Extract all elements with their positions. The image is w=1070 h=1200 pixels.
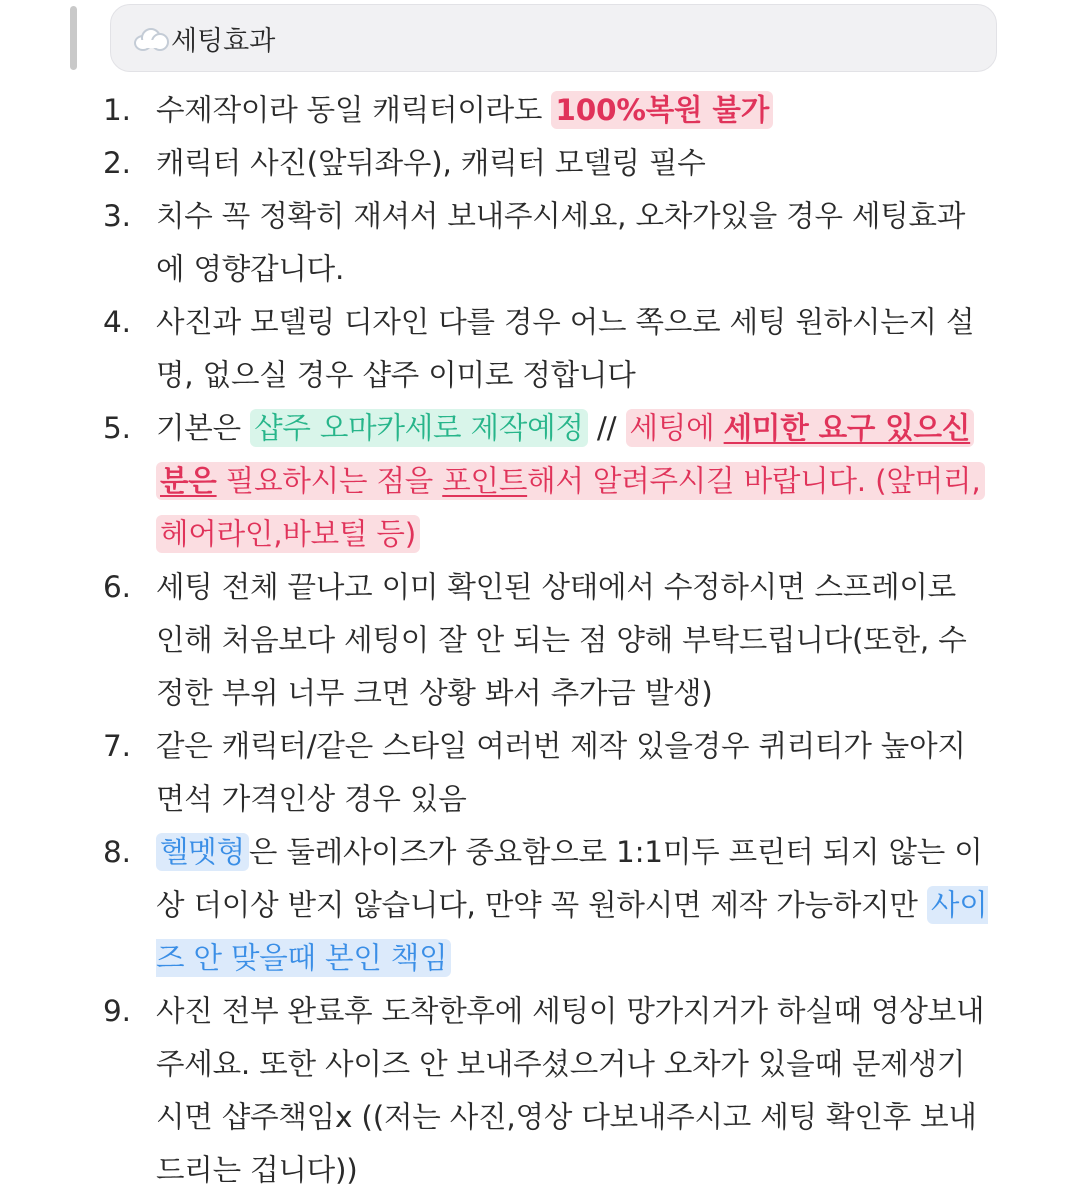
list-item-9 [0, 985, 1070, 1197]
highlight-omakase: 샵주 오마카세로 제작예정 [250, 409, 588, 447]
highlight-helmet: 헬멧형 [156, 833, 249, 871]
list-item-6 [0, 561, 1070, 720]
list-number: 4. [103, 305, 131, 339]
highlight-own-responsibility: 사이즈 안 맞을때 본인 책임 [156, 888, 988, 975]
list-number: 2. [103, 146, 131, 180]
list-number: 8. [103, 835, 131, 869]
list-number: 9. [103, 994, 131, 1028]
scrollbar[interactable] [70, 6, 77, 70]
list-number: 1. [103, 93, 131, 127]
callout-title: 세팅효과 [171, 25, 276, 57]
item-separator: // [587, 411, 626, 445]
highlight-no-restore: 100%복원 불가 [551, 91, 773, 129]
list-number: 3. [103, 199, 131, 233]
item-text: 기본은 [156, 411, 251, 445]
callout-header [110, 4, 997, 72]
item-text: 같은 캐릭터/같은 스타일 여러번 제작 있을경우 퀴리티가 높아지면석 가격인상 경우 있음 [156, 729, 966, 816]
list-item-4 [0, 296, 1070, 402]
settings-effect-list [0, 84, 1070, 1197]
item-text: 캐릭터 사진(앞뒤좌우), 캐릭터 모델링 필수 [156, 146, 706, 180]
list-item-2 [0, 137, 1070, 190]
underlined-text: 세미한 요구 있으신 분은 [160, 411, 971, 498]
list-number: 6. [103, 570, 131, 604]
item-text: 수제작이라 동일 캐릭터이라도 [156, 93, 552, 127]
item-text: 사진 전부 완료후 도착한후에 세팅이 망가지거가 하실때 영상보내주세요. 또한 사이즈 안 보내주셨으거나 오차가 있을때 문제생기시면 샵주책임x ((저는 사진,영상 다보내주시고 세팅 확인후 보내드리는 겁니다)) [156, 994, 985, 1187]
item-text: 은 둘레사이즈가 중요함으로 1:1미두 프린터 되지 않는 이상 더이상 받지 않습니다, 만약 꼭 원하시면 제작 가능하지만 [156, 835, 983, 922]
list-item-3 [0, 190, 1070, 296]
list-number: 5. [103, 411, 131, 445]
cloud-icon [133, 27, 167, 49]
item-text: 사진과 모델링 디자인 다를 경우 어느 쪽으로 세팅 원하시는지 설명, 없으실 경우 샵주 이미로 정합니다 [156, 305, 975, 392]
highlight-text: 해서 알려주시길 바랍니다. (앞머리, 헤어라인,바보털 등) [160, 464, 981, 551]
underlined-point: 포인트 [442, 464, 528, 498]
list-item-7 [0, 720, 1070, 826]
list-item-8 [0, 826, 1070, 985]
highlight-text: 필요하시는 점을 [216, 464, 443, 498]
list-number: 7. [103, 729, 131, 763]
list-item-5 [0, 402, 1070, 561]
highlight-text: 세팅에 [629, 411, 724, 445]
item-text: 치수 꼭 정확히 재셔서 보내주시세요, 오차가있을 경우 세팅효과에 영향갑니다. [156, 199, 966, 286]
list-item-1 [0, 84, 1070, 137]
item-text: 세팅 전체 끝나고 이미 확인된 상태에서 수정하시면 스프레이로 인해 처음보다 세팅이 잘 안 되는 점 양해 부탁드립니다(또한, 수정한 부위 너무 크면 상황 봐서 추가금 발생) [156, 570, 967, 710]
